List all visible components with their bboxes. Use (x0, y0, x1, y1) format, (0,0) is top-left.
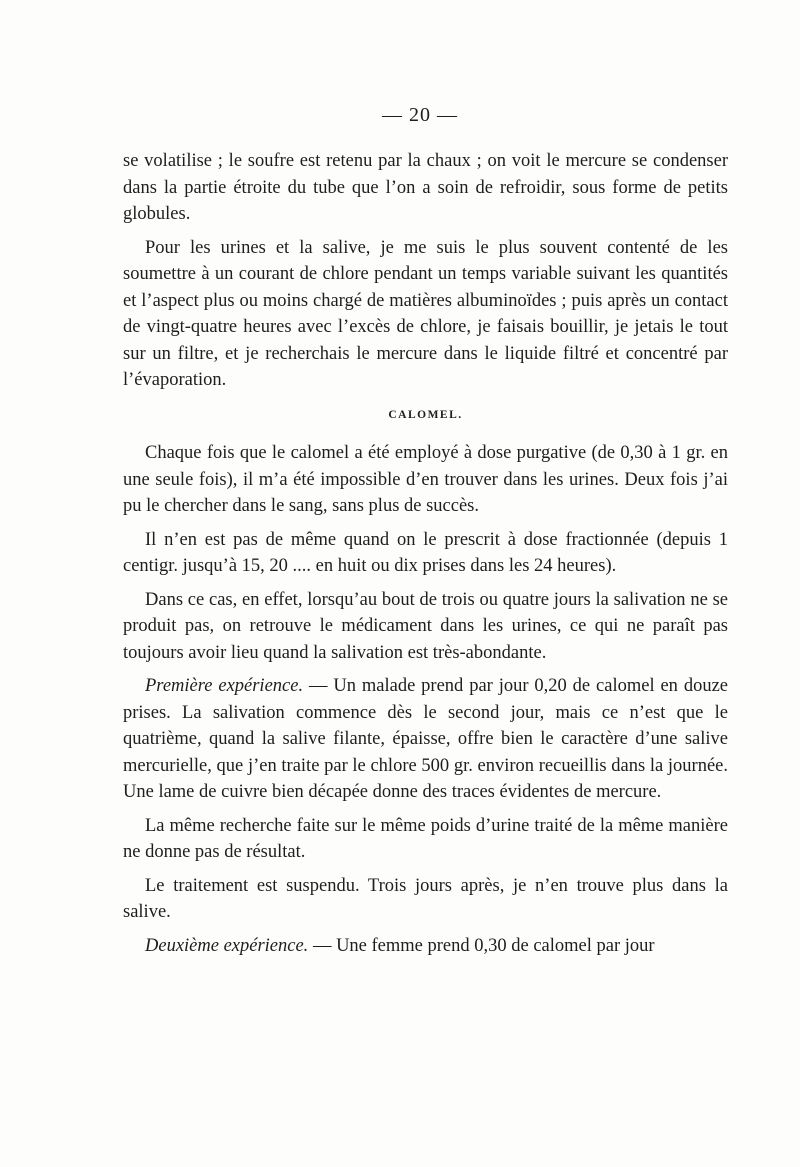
paragraph: Pour les urines et la salive, je me suis le plus souvent contenté de les soumettre à un courant de chlore pendant un temps variable suivant les quantités et l’aspect plus ou moins chargé de matières albuminoïdes ; puis après un contact de vingt-quatre heures avec l’excès de chlore, je faisais bouillir, je jetais le tout sur un filtre, et je recherchais le mercure dans le liquide filtré et concentré par l’évaporation. (123, 237, 728, 390)
paragraph (123, 673, 728, 806)
section-heading: CALOMEL. (388, 408, 463, 421)
paragraph: Chaque fois que le calomel a été employé à dose purgative (de 0,30 à 1 gr. en une seule fois), il m’a été impossible d’en trouver dans les urines. Deux fois j’ai pu le chercher dans le sang, sans plus de succès. (123, 443, 728, 516)
paragraph (123, 933, 728, 960)
page-number: — 20 — (382, 104, 458, 126)
experiment-label: Première expérience. (145, 676, 304, 696)
paragraph: se volatilise ; le soufre est retenu par la chaux ; on voit le mercure se condenser dans la partie étroite du tube que l’on a soin de refroidir, sous forme de petits globules. (123, 151, 728, 224)
paragraph: Il n’en est pas de même quand on le prescrit à dose fractionnée (depuis 1 centigr. jusqu’à 15, 20 .... en huit ou dix prises dans les 24 heures). (123, 529, 728, 576)
experiment-text: — Un malade prend par jour 0,20 de calomel en douze prises. La salivation commence dès le second jour, mais ce n’est que le quatrième, quand la salive filante, épaisse, offre bien le caractère d’une salive mercurielle, que j’en traite par le chlore 500 gr. environ recueillis dans la journée. Une lame de cuivre bien décapée donne des traces évidentes de mercure. (123, 676, 728, 802)
paragraph: La même recherche faite sur le même poids d’urine traité de la même manière ne donne pas de résultat. (123, 815, 728, 862)
body-text (123, 148, 728, 959)
experiment-text: — Une femme prend 0,30 de calomel par jour (308, 935, 655, 956)
paragraph: Dans ce cas, en effet, lorsqu’au bout de trois ou quatre jours la salivation ne se produit pas, on retrouve le médicament dans les urines, ce qui ne paraît pas toujours avoir lieu quand la salivation est très-abondante. (123, 589, 728, 663)
paragraph: Le traitement est suspendu. Trois jours après, je n’en trouve plus dans la salive. (123, 875, 728, 922)
experiment-label: Deuxième expérience. (145, 935, 309, 956)
